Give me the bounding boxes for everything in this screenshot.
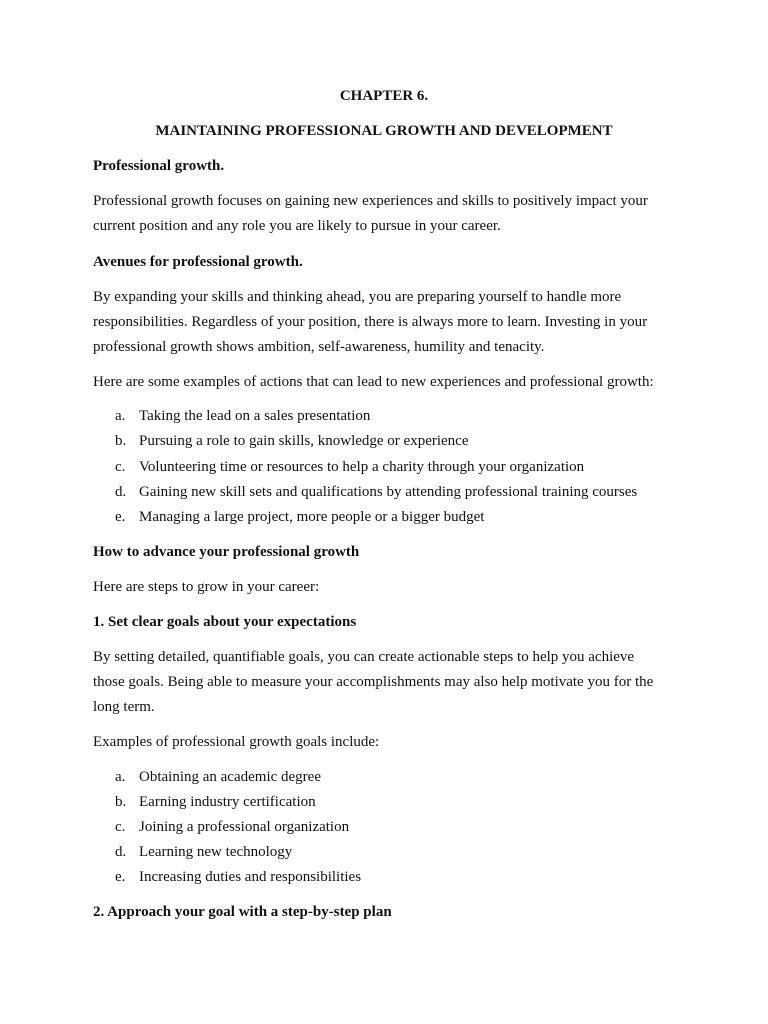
list-item-text: Obtaining an academic degree	[139, 769, 321, 785]
list-intro: Here are some examples of actions that can lead to new experiences and professional growth:	[93, 374, 654, 390]
list-marker: b.	[115, 794, 127, 810]
list-item-text: Gaining new skill sets and qualifications by attending professional training courses	[139, 484, 638, 500]
list-item-text: Increasing duties and responsibilities	[139, 869, 362, 885]
list-item	[0, 868, 768, 886]
heading-avenues: Avenues for professional growth.	[93, 254, 303, 270]
list-item	[0, 843, 768, 861]
chapter-label: CHAPTER 6.	[339, 88, 429, 104]
list-marker: a.	[115, 769, 126, 785]
list-item	[0, 407, 768, 425]
heading-professional-growth: Professional growth.	[93, 158, 225, 174]
paragraph-line: By expanding your skills and thinking ahead, you are preparing yourself to handle more	[93, 289, 622, 305]
chapter-title: MAINTAINING PROFESSIONAL GROWTH AND DEVELOPMENT	[155, 123, 613, 139]
list-item-text: Taking the lead on a sales presentation	[139, 408, 371, 424]
list-marker: a.	[115, 408, 126, 424]
list-item	[0, 483, 768, 501]
list-item	[0, 793, 768, 811]
paragraph-line: current position and any role you are likely to pursue in your career.	[93, 218, 501, 234]
paragraph-line: long term.	[93, 699, 155, 715]
paragraph-line: professional growth shows ambition, self-awareness, humility and tenacity.	[93, 339, 545, 355]
list-item	[0, 432, 768, 450]
paragraph-line: responsibilities. Regardless of your position, there is always more to learn. Investing in your	[93, 314, 648, 330]
list-item-text: Learning new technology	[139, 844, 293, 860]
list-intro: Examples of professional growth goals include:	[93, 734, 380, 750]
list-marker: c.	[115, 459, 126, 475]
paragraph-line: Professional growth focuses on gaining new experiences and skills to positively impact your	[93, 193, 648, 209]
list-item-text: Earning industry certification	[139, 794, 316, 810]
list-item-text: Volunteering time or resources to help a charity through your organization	[139, 459, 585, 475]
list-item	[0, 458, 768, 476]
list-item-text: Pursuing a role to gain skills, knowledge or experience	[139, 433, 469, 449]
list-item	[0, 818, 768, 836]
list-marker: e.	[115, 509, 126, 525]
heading-how-to-advance: How to advance your professional growth	[93, 544, 360, 560]
list-item	[0, 508, 768, 526]
list-item-text: Managing a large project, more people or a bigger budget	[139, 509, 485, 525]
list-marker: d.	[115, 844, 127, 860]
heading-step-2: 2. Approach your goal with a step-by-step plan	[93, 904, 392, 920]
list-item-text: Joining a professional organization	[139, 819, 350, 835]
paragraph-line: those goals. Being able to measure your accomplishments may also help motivate you for the	[93, 674, 654, 690]
list-marker: d.	[115, 484, 127, 500]
paragraph-line: By setting detailed, quantifiable goals, you can create actionable steps to help you achieve	[93, 649, 635, 665]
paragraph-line: Here are steps to grow in your career:	[93, 579, 320, 595]
list-marker: c.	[115, 819, 126, 835]
heading-step-1: 1. Set clear goals about your expectations	[93, 614, 357, 630]
list-item	[0, 768, 768, 786]
list-marker: b.	[115, 433, 127, 449]
list-marker: e.	[115, 869, 126, 885]
